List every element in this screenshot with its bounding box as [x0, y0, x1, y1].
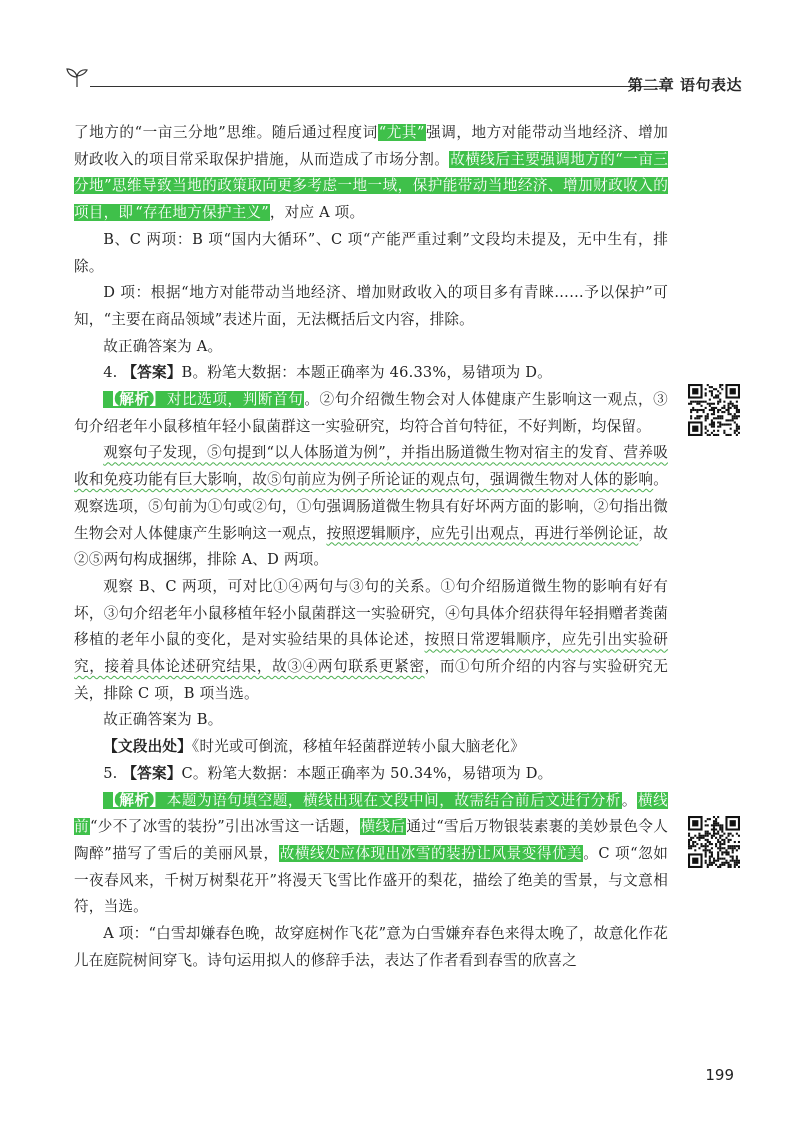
paragraph: 故正确答案为 B。 — [103, 711, 223, 729]
text-run: 通过“雪后万物银装素裹的美妙景色令人陶醉”描写了雪后的美丽风景， — [74, 818, 669, 862]
text-run: 【文段出处】 — [103, 738, 192, 756]
text-run: 《时光或可倒流，移植年轻菌群逆转小鼠大脑老化》 — [191, 738, 525, 756]
qr-code-icon[interactable] — [688, 816, 740, 868]
text-run: 。C 项“忽如一夜春风来，千树万树梨花开”将漫天飞雪比作盛开的梨花，描绘了绝美的雪景，与文意相符，当选。 — [74, 844, 668, 916]
sprout-icon — [64, 66, 92, 88]
qr-code-icon[interactable] — [688, 384, 740, 436]
highlighted-text: 横线前 — [74, 791, 668, 836]
answer-line — [74, 761, 668, 788]
highlighted-text: 故横线处应体现出冰雪的装扮让风景变得优美 — [279, 844, 583, 862]
text-run: 了地方的“一亩三分地”思维。随后通过程度词 — [74, 124, 378, 141]
chapter-title: 第二章 语句表达 — [627, 76, 742, 94]
paragraph — [74, 120, 668, 227]
text-run: 。观察选项，⑤句前为①句或②句，①句强调肠道微生物具有好坏两方面的影响，②句指出微生物会对人体健康产生影响这一观点， — [74, 471, 668, 542]
page-number: 199 — [705, 1066, 734, 1084]
header-rule — [90, 86, 662, 87]
highlighted-text: 横线后 — [360, 818, 406, 836]
highlighted-text: 对比选项，判断首句 — [166, 391, 304, 409]
highlighted-text: 本题为语句填空题，横线出现在文段中间，故需结合前后文进行分析 — [166, 791, 621, 809]
text-run: 【答案】 — [122, 764, 182, 782]
highlighted-text: 故横线后主要强调地方的“一亩三分地”思维导致当地的政策取向更多考虑一地一域，保护能带动当地经济、增加财政收入的项目，即 — [74, 150, 668, 222]
text-run: 。②句介绍微生物会对人体健康产生影响这一观点，③句介绍老年小鼠移植年轻小鼠菌群这一实验研究，均符合首句特征，不好判断，均保留。 — [74, 391, 668, 435]
text-run: C。粉笔大数据：本题正确率为 50.34%，易错项为 D。 — [181, 764, 553, 782]
answer-explanation-body — [74, 120, 668, 975]
text-run: 。 — [621, 791, 638, 809]
chapter-header — [64, 64, 742, 100]
text-run: 【答案】 — [122, 364, 182, 382]
wavy-underlined-text: 观察句子发现，⑤句提到“以人体肠道为例”，并指出肠道微生物对宿主的发育、营养吸收和免疫功能有巨大影响，故⑤句前应为例子所论证的观点句，强调微生物对人体的影响 — [74, 444, 668, 489]
paragraph: 故正确答案为 A。 — [103, 337, 223, 355]
paragraph: B、C 两项：B 项“国内大循环”、C 项“产能严重过剩”文段均未提及，无中生有，排除。 — [74, 230, 668, 275]
highlighted-text: “存在地方保护主义” — [135, 204, 269, 222]
highlighted-text: 【解析】 — [104, 791, 165, 809]
wavy-underlined-text: 按照逻辑顺序，应先引出观点，再进行举例论证 — [326, 524, 639, 542]
text-run: ，对应 A 项。 — [269, 204, 365, 222]
paragraph — [74, 440, 668, 574]
wavy-underlined-text: 按照日常逻辑顺序，应先引出实验研究，接着具体论述研究结果，故③④两句联系更紧密 — [74, 631, 669, 676]
answer-line — [74, 360, 668, 387]
highlighted-text: 【解析】 — [104, 391, 165, 409]
highlighted-text: “尤其” — [378, 124, 425, 141]
analysis-paragraph — [74, 788, 668, 922]
text-run: ，而①句所介绍的内容与实验研究无关，排除 C 项，B 项当选。 — [74, 658, 669, 702]
text-run: B。粉笔大数据：本题正确率为 46.33%，易错项为 D。 — [181, 364, 552, 382]
paragraph: D 项：根据“地方对能带动当地经济、增加财政收入的项目多有青睐……予以保护”可知，“主要在商品领域”表述片面，无法概括后文内容，排除。 — [74, 284, 668, 328]
text-run: “少不了冰雪的装扮”引出冰雪这一话题， — [89, 818, 360, 836]
text-run: 观察 B、C 两项，可对比①④两句与③句的关系。①句介绍肠道微生物的影响有好有坏，③句介绍老年小鼠移植年轻小鼠菌群这一实验研究，④句具体介绍获得年轻捐赠者粪菌移植的老年小鼠的变化，是对实验结果的具体论述， — [74, 577, 668, 649]
source-line — [74, 734, 668, 761]
text-run: 5. — [103, 764, 123, 782]
text-run: 强调，地方对能带动当地经济、增加财政收入的项目常采取保护措施，从而造成了市场分割。 — [74, 124, 669, 168]
text-run: 4. — [103, 364, 123, 382]
text-run: ，故②⑤两句构成捆绑，排除 A、D 两项。 — [74, 524, 669, 569]
paragraph — [74, 574, 668, 708]
paragraph: A 项：“白雪却嫌春色晚，故穿庭树作飞花”意为白雪嫌弃春色来得太晚了，故意化作花儿在庭院树间穿飞。诗句运用拟人的修辞手法，表达了作者看到春雪的欣喜之 — [74, 925, 668, 969]
analysis-paragraph — [74, 387, 668, 440]
